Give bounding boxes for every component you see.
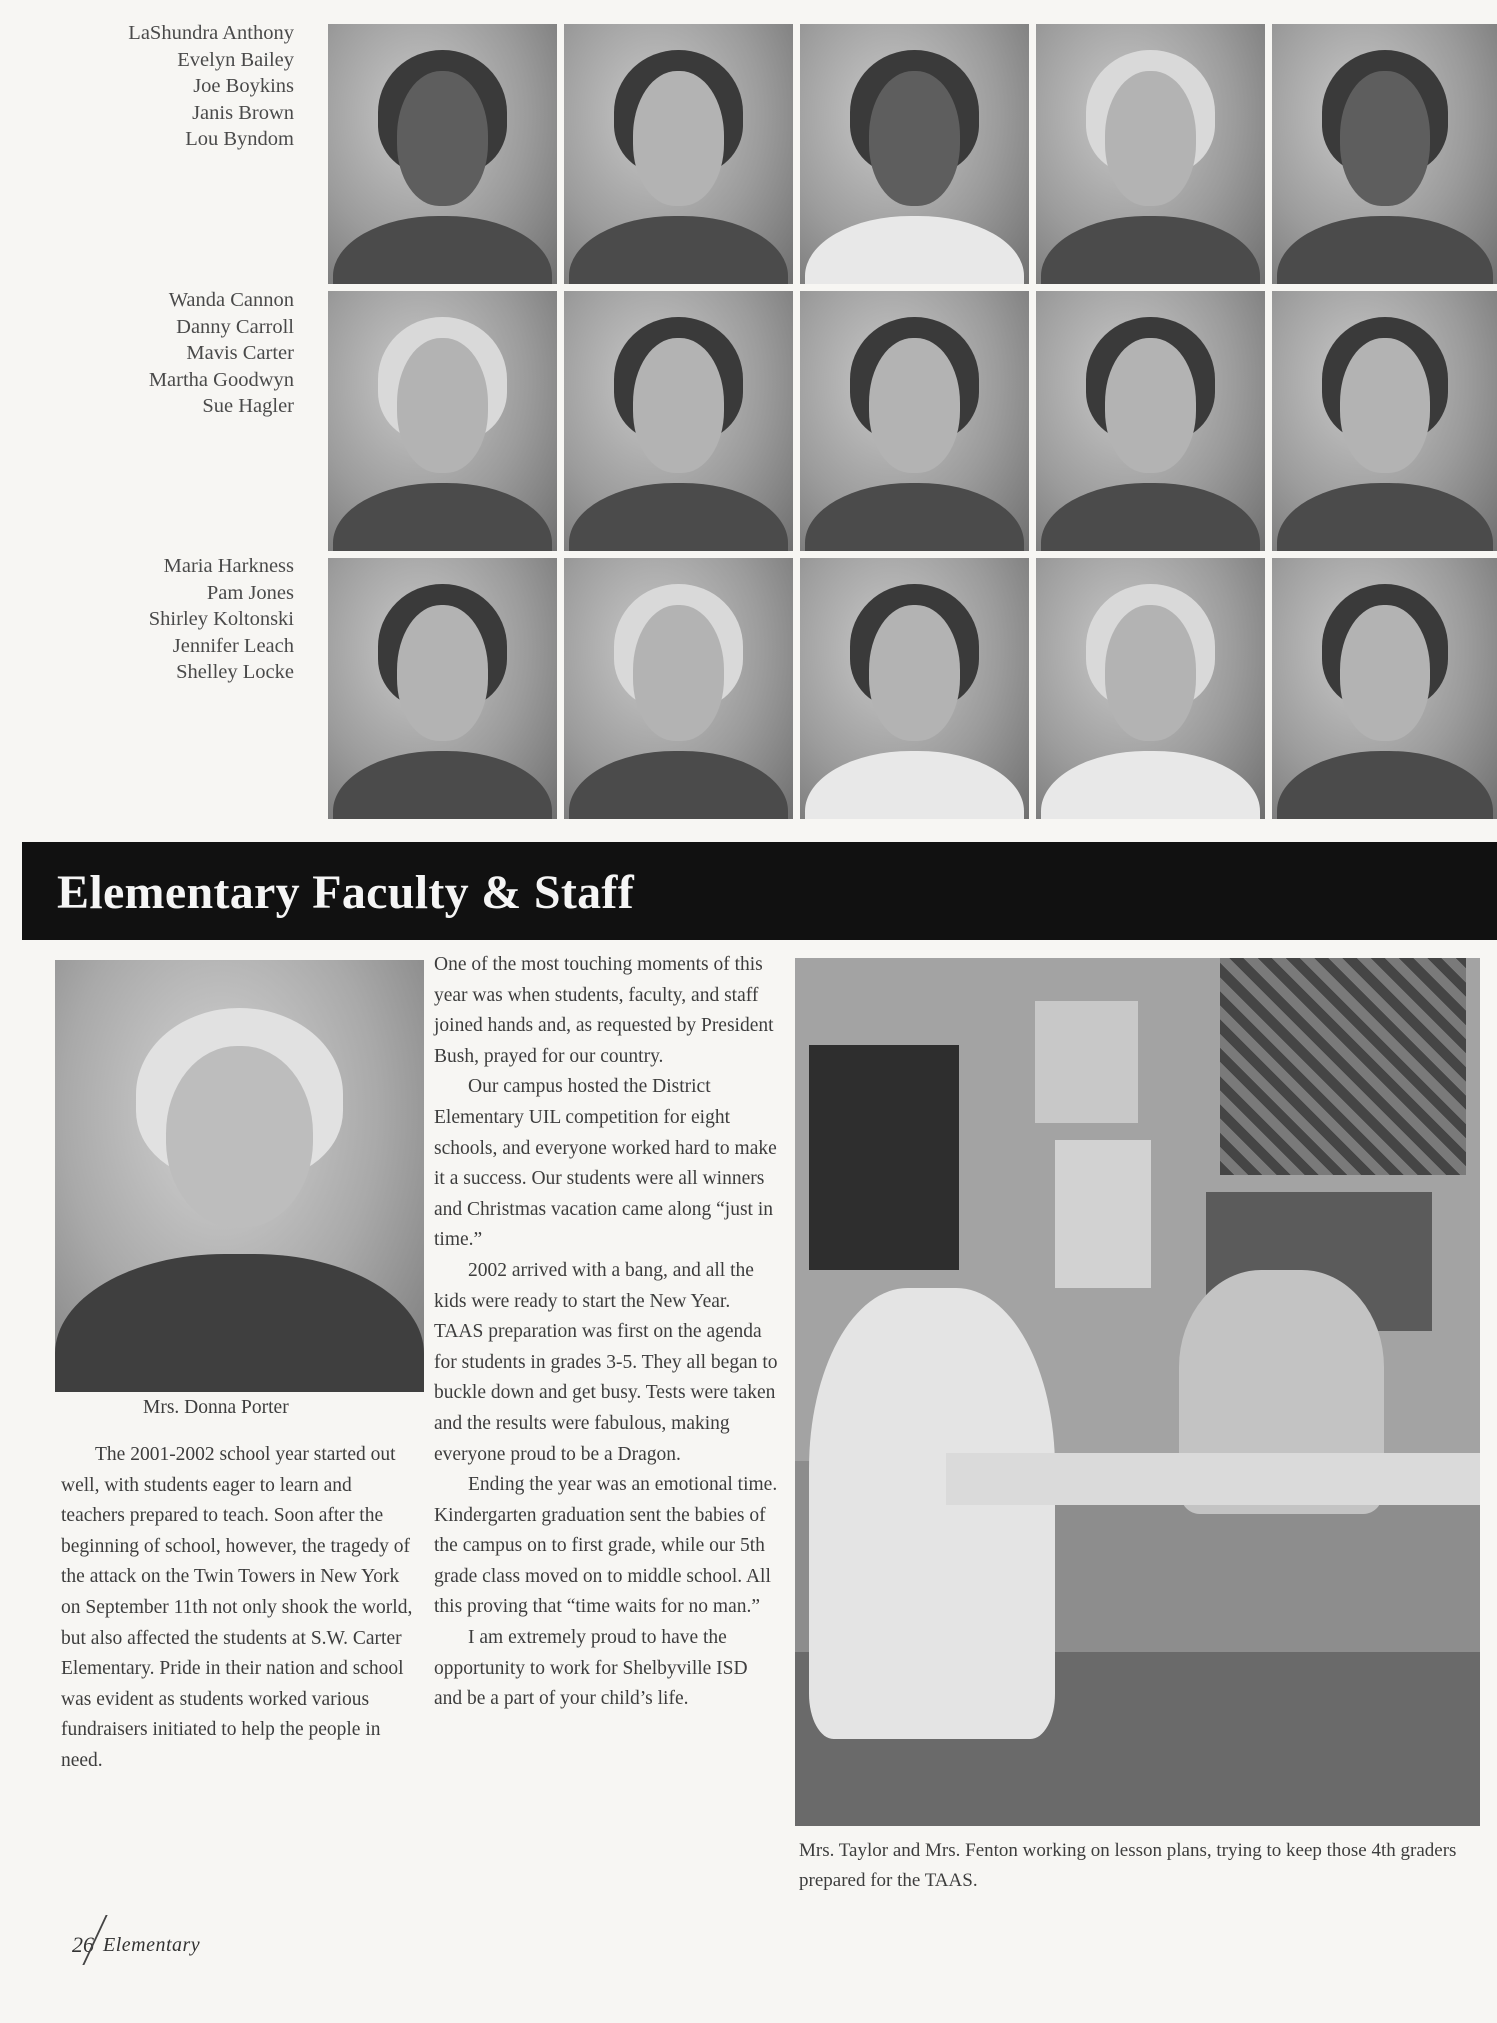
name-list-row-3 [70,553,294,686]
staff-portrait [564,291,793,551]
staff-portrait [1036,24,1265,284]
staff-name: Lou Byndom [185,128,294,151]
paragraph: The 2001-2002 school year started out well, with students eager to learn and teachers prepared to teach. Soon after the beginning of school, however, the tragedy of the attack on the Twin Towers in New York on September 11th not only shook the world, but also affected the students at S.W. Carter Elementary. Pride in their nation and school was evident as students worked various fundraisers initiated to help the people in need. [61,1444,413,1771]
staff-portrait [1272,558,1497,819]
staff-name: Joe Boykins [193,75,294,98]
paragraph: Ending the year was an emotional time. Kindergarten graduation sent the babies of the campus on to first grade, while our 5th grade class moved on to middle school. All this proving that “time waits for no man.” [434,1474,778,1618]
staff-name: Janis Brown [192,101,294,124]
staff-name: Evelyn Bailey [177,48,294,71]
page-number: 26 [72,1932,94,1957]
paragraph: Our campus hosted the District Elementary UIL competition for eight schools, and everyone worked hard to make it a success. Our students were all winners and Christmas vacation came along “just in time.” [434,1076,777,1251]
name-list-row-1 [70,20,294,153]
staff-name: Shelley Locke [176,661,294,684]
staff-portrait [564,558,793,819]
portrait-grid [328,24,1497,819]
article-column-2 [434,950,779,1715]
staff-portrait [328,24,557,284]
staff-portrait [564,24,793,284]
staff-portrait [800,291,1029,551]
page-title: Elementary Faculty & Staff [57,866,635,919]
staff-name: Mavis Carter [186,342,294,365]
staff-portrait [328,291,557,551]
classroom-caption: Mrs. Taylor and Mrs. Fenton working on lesson plans, trying to keep those 4th graders prepared for the TAAS. [799,1840,1457,1891]
staff-portrait [800,558,1029,819]
staff-name: Martha Goodwyn [148,368,294,391]
section-label: Elementary [103,1934,201,1956]
staff-name: Maria Harkness [163,555,294,577]
staff-portrait [1272,24,1497,284]
staff-name: Jennifer Leach [172,634,294,657]
staff-portrait [800,24,1029,284]
staff-portrait [1272,291,1497,551]
staff-name: Wanda Cannon [168,289,294,311]
staff-name: Sue Hagler [202,395,294,418]
paragraph: 2002 arrived with a bang, and all the kids were ready to start the New Year. TAAS preparation was first on the agenda for students in grades 3-5. They all began to buckle down and get busy. Tests were taken and the results were fabulous, making everyone proud to be a Dragon. [434,1259,778,1465]
staff-portrait [328,558,557,819]
staff-portrait [1036,558,1265,819]
article-column-1 [61,1440,416,1777]
name-list-row-2 [70,287,294,420]
paragraph: I am extremely proud to have the opportunity to work for Shelbyville ISD and be a part of your child’s life. [434,1627,748,1710]
principal-caption: Mrs. Donna Porter [143,1397,289,1418]
staff-portrait [1036,291,1265,551]
principal-portrait [55,960,424,1392]
staff-name: Pam Jones [206,581,294,604]
staff-name: Danny Carroll [176,315,294,338]
staff-name: Shirley Koltonski [148,608,294,631]
title-banner [22,842,1497,940]
paragraph: One of the most touching moments of this year was when students, faculty, and staff joined hands and, as requested by President Bush, prayed for our country. [434,954,774,1067]
staff-name: LaShundra Anthony [128,22,294,44]
classroom-photo [795,958,1480,1826]
